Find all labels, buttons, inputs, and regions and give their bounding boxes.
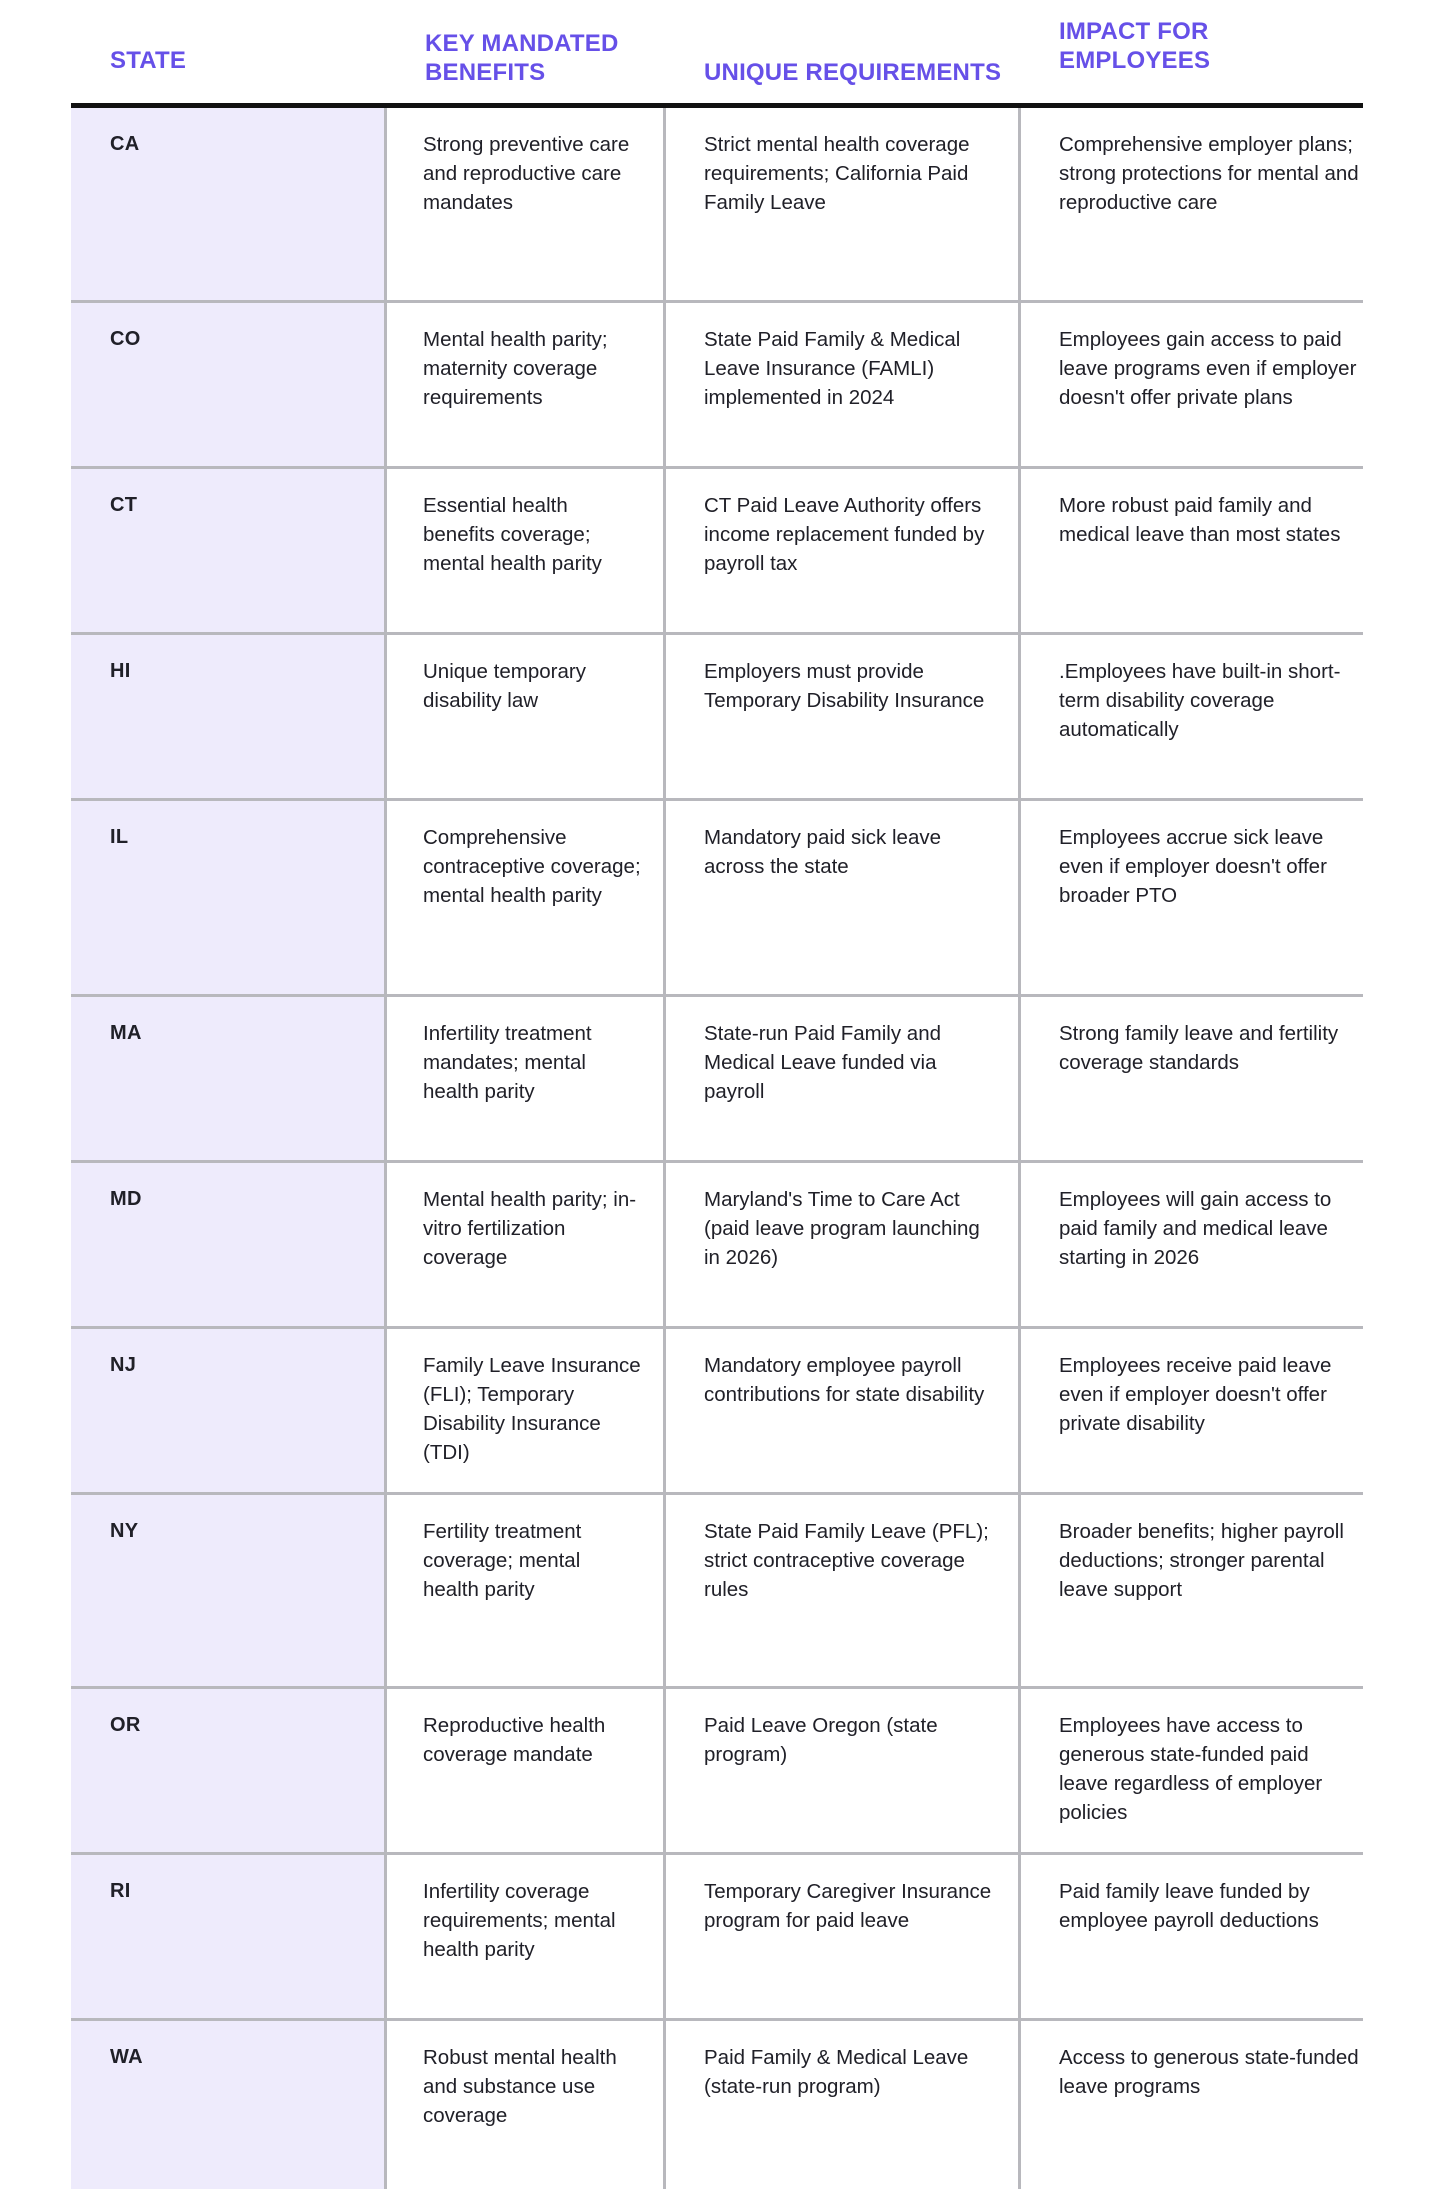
column-header-impact: IMPACT FOR EMPLOYEES bbox=[1059, 18, 1211, 74]
table-row bbox=[71, 1689, 1363, 1855]
table-row bbox=[71, 469, 1363, 635]
state-cell: CA bbox=[71, 108, 387, 300]
unique-requirements-cell: State Paid Family Leave (PFL); strict contraceptive coverage rules bbox=[666, 1495, 1021, 1686]
unique-requirements-cell: Mandatory employee payroll contributions for state disability bbox=[666, 1329, 1021, 1492]
unique-requirements-cell: CT Paid Leave Authority offers income replacement funded by payroll tax bbox=[666, 469, 1021, 632]
benefits-cell: Unique temporary disability law bbox=[387, 635, 666, 798]
benefits-cell: Infertility coverage requirements; mental health parity bbox=[387, 1855, 666, 2018]
table-row bbox=[71, 1495, 1363, 1689]
table-row bbox=[71, 108, 1363, 303]
table-row bbox=[71, 801, 1363, 997]
state-cell: IL bbox=[71, 801, 387, 994]
state-cell: OR bbox=[71, 1689, 387, 1852]
unique-requirements-cell: Mandatory paid sick leave across the state bbox=[666, 801, 1021, 994]
state-cell: NY bbox=[71, 1495, 387, 1686]
state-cell: HI bbox=[71, 635, 387, 798]
impact-cell: Employees have access to generous state-funded paid leave regardless of employer policies bbox=[1059, 1714, 1323, 1824]
benefits-cell: Mental health parity; in-vitro fertilization coverage bbox=[387, 1163, 666, 1326]
impact-cell: Comprehensive employer plans; strong protections for mental and reproductive care bbox=[1059, 133, 1359, 214]
unique-requirements-cell: Paid Leave Oregon (state program) bbox=[666, 1689, 1021, 1852]
unique-requirements-cell: Maryland's Time to Care Act (paid leave program launching in 2026) bbox=[666, 1163, 1021, 1326]
unique-requirements-cell: Paid Family & Medical Leave (state-run program) bbox=[666, 2021, 1021, 2189]
table-row bbox=[71, 2021, 1363, 2189]
impact-cell: Employees will gain access to paid family and medical leave starting in 2026 bbox=[1059, 1188, 1332, 1269]
column-header-unique: UNIQUE REQUIREMENTS bbox=[704, 59, 1002, 86]
state-cell: CT bbox=[71, 469, 387, 632]
benefits-cell: Family Leave Insurance (FLI); Temporary Disability Insurance (TDI) bbox=[387, 1329, 666, 1492]
table-row bbox=[71, 1329, 1363, 1495]
benefits-cell: Fertility treatment coverage; mental health parity bbox=[387, 1495, 666, 1686]
impact-cell: Access to generous state-funded leave programs bbox=[1059, 2046, 1359, 2098]
state-cell: MA bbox=[71, 997, 387, 1160]
state-benefits-table bbox=[71, 0, 1363, 2189]
state-cell: RI bbox=[71, 1855, 387, 2018]
unique-requirements-cell: Strict mental health coverage requirements; California Paid Family Leave bbox=[666, 108, 1021, 300]
unique-requirements-cell: State Paid Family & Medical Leave Insurance (FAMLI) implemented in 2024 bbox=[666, 303, 1021, 466]
impact-cell: .Employees have built-in short-term disability coverage automatically bbox=[1059, 660, 1341, 741]
table-row bbox=[71, 997, 1363, 1163]
benefits-cell: Essential health benefits coverage; mental health parity bbox=[387, 469, 666, 632]
impact-cell: Employees accrue sick leave even if employer doesn't offer broader PTO bbox=[1059, 826, 1327, 907]
table-row bbox=[71, 1855, 1363, 2021]
table-row bbox=[71, 303, 1363, 469]
table-row bbox=[71, 635, 1363, 801]
benefits-cell: Strong preventive care and reproductive care mandates bbox=[387, 108, 666, 300]
unique-requirements-cell: Employers must provide Temporary Disability Insurance bbox=[666, 635, 1021, 798]
impact-cell: More robust paid family and medical leave than most states bbox=[1059, 494, 1341, 546]
benefits-cell: Infertility treatment mandates; mental health parity bbox=[387, 997, 666, 1160]
state-cell: CO bbox=[71, 303, 387, 466]
benefits-cell: Mental health parity; maternity coverage requirements bbox=[387, 303, 666, 466]
column-header-benefits: KEY MANDATED BENEFITS bbox=[425, 30, 619, 86]
benefits-cell: Comprehensive contraceptive coverage; mental health parity bbox=[387, 801, 666, 994]
table-row bbox=[71, 1163, 1363, 1329]
state-cell: WA bbox=[71, 2021, 387, 2189]
impact-cell: Strong family leave and fertility coverage standards bbox=[1059, 1022, 1339, 1074]
benefits-cell: Reproductive health coverage mandate bbox=[387, 1689, 666, 1852]
impact-cell: Paid family leave funded by employee payroll deductions bbox=[1059, 1880, 1319, 1932]
impact-cell: Broader benefits; higher payroll deductions; stronger parental leave support bbox=[1059, 1520, 1344, 1601]
impact-cell: Employees gain access to paid leave programs even if employer doesn't offer private plans bbox=[1059, 328, 1357, 409]
column-header-state: STATE bbox=[110, 47, 187, 74]
unique-requirements-cell: Temporary Caregiver Insurance program for paid leave bbox=[666, 1855, 1021, 2018]
state-cell: MD bbox=[71, 1163, 387, 1326]
unique-requirements-cell: State-run Paid Family and Medical Leave funded via payroll bbox=[666, 997, 1021, 1160]
impact-cell: Employees receive paid leave even if employer doesn't offer private disability bbox=[1059, 1354, 1332, 1435]
table-header-row bbox=[71, 0, 1363, 108]
benefits-cell: Robust mental health and substance use coverage bbox=[387, 2021, 666, 2189]
state-cell: NJ bbox=[71, 1329, 387, 1492]
